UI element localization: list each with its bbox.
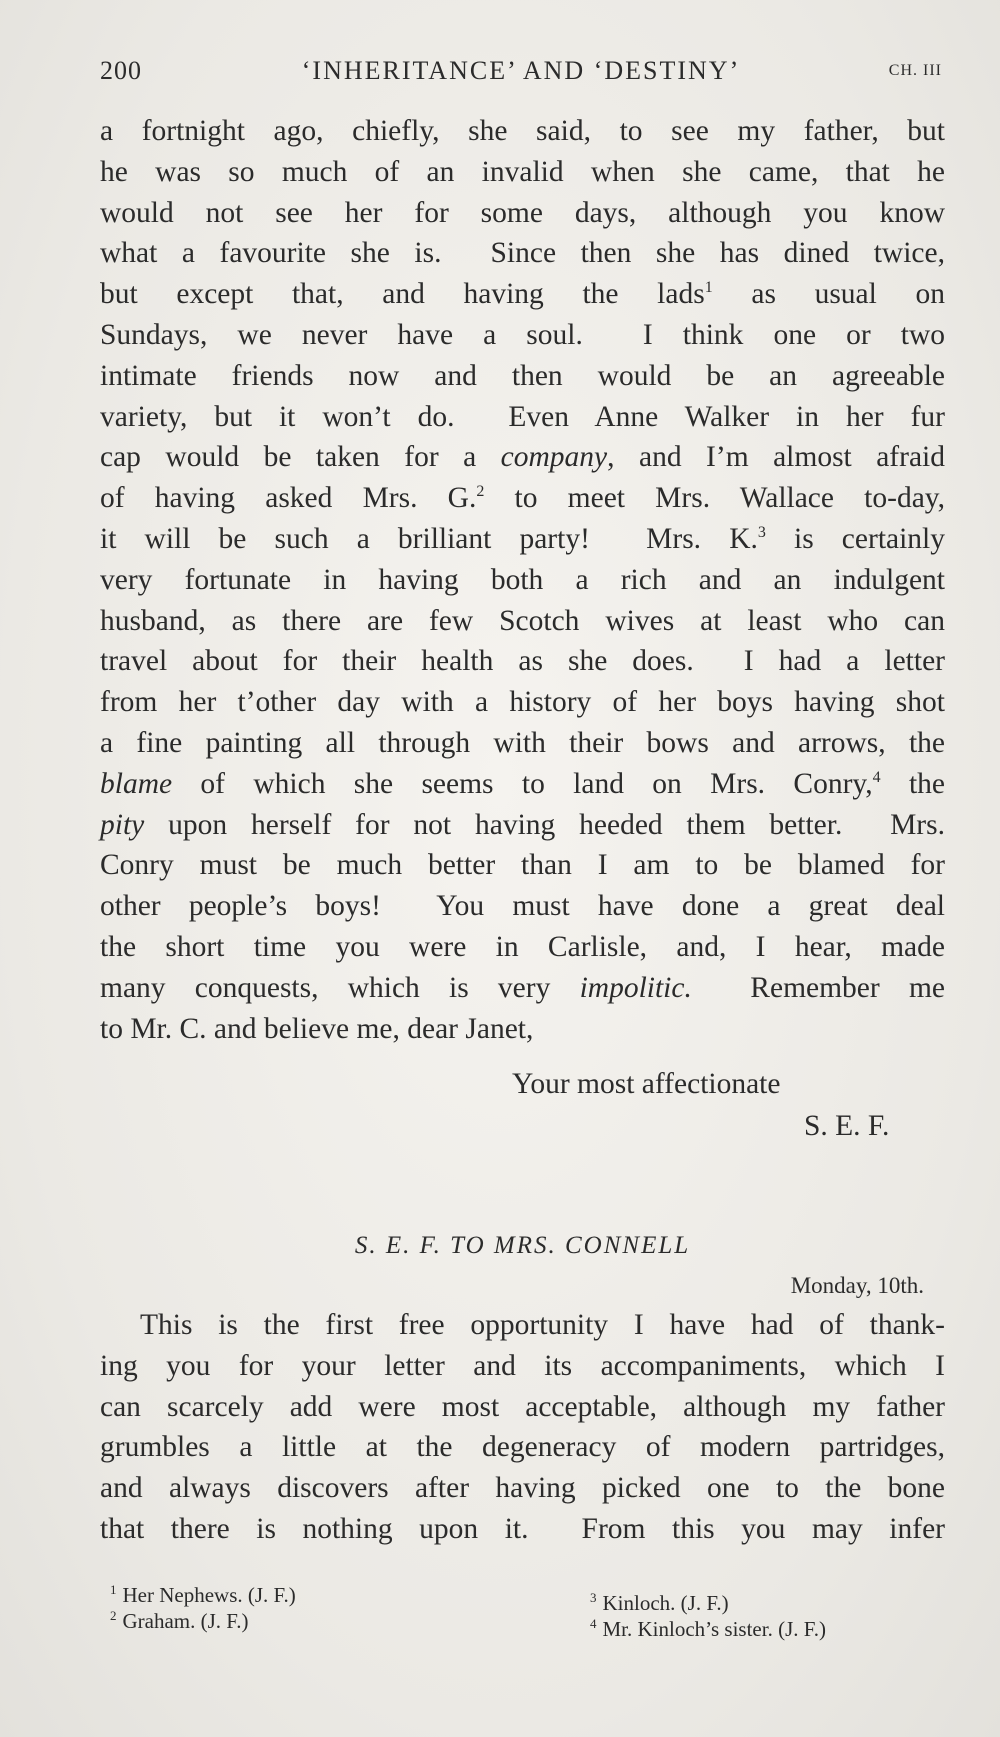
text-line	[100, 764, 945, 805]
text-run: a fortnight ago, chiefly, she said, to see my father, but	[100, 115, 945, 147]
text-line	[100, 1468, 945, 1509]
text-run: This is the first free opportunity I have had of thank-	[140, 1309, 945, 1341]
text-line	[100, 1346, 945, 1387]
footnote-marker: 2	[476, 483, 485, 501]
text-line	[100, 601, 945, 642]
text-run: upon herself for not having heeded them better. Mrs.	[144, 808, 945, 841]
text-line	[100, 886, 945, 927]
text-line	[100, 1387, 945, 1428]
text-line	[100, 1009, 945, 1050]
text-line	[100, 1427, 945, 1468]
letter-1-body	[100, 111, 945, 1049]
text-line	[100, 927, 945, 968]
text-run: Remember me	[691, 971, 945, 1004]
letter-2-body	[100, 1305, 945, 1550]
text-run: cap would be taken for a	[100, 441, 501, 474]
text-run: other people’s boys! You must have done a great deal	[100, 890, 945, 923]
chapter-label: CH. III	[888, 62, 942, 79]
italic-text: impolitic.	[579, 971, 692, 1004]
footnote-number: 2	[110, 1608, 117, 1623]
footnote-4	[590, 1616, 826, 1642]
footnotes	[100, 1582, 945, 1662]
text-run: of which she seems to land on Mrs. Conry,	[172, 767, 873, 800]
text-run: , and I’m almost afraid	[607, 441, 945, 474]
text-run: of having asked Mrs. G.	[100, 482, 477, 515]
text-run: as usual on	[712, 278, 946, 311]
text-line	[100, 233, 945, 274]
text-run: and always discovers after having picked one to the bone	[100, 1472, 945, 1505]
text-run: husband, as there are few Scotch wives at least who can	[100, 604, 945, 637]
letter-2-heading: S. E. F. TO MRS. CONNELL	[354, 1232, 691, 1259]
text-run: Conry must be much better than I am to be blamed for	[100, 849, 945, 882]
footnote-text: Graham. (J. F.)	[122, 1609, 249, 1633]
text-line	[100, 111, 945, 152]
text-run: that there is nothing upon it. From this you may infer	[100, 1512, 945, 1545]
text-run: to Mr. C. and believe me, dear Janet,	[100, 1012, 534, 1045]
footnote-1	[110, 1582, 296, 1608]
text-run: to meet Mrs. Wallace to-day,	[484, 482, 945, 515]
text-run: travel about for their health as she does. I had a letter	[100, 645, 945, 678]
footnote-2	[110, 1608, 249, 1634]
footnote-text: Her Nephews. (J. F.)	[122, 1583, 296, 1607]
text-run: is certainly	[765, 522, 945, 555]
letter-closing: Your most affectionate	[512, 1068, 781, 1100]
footnote-number: 3	[590, 1590, 597, 1605]
text-line	[100, 397, 945, 438]
text-run: grumbles a little at the degeneracy of modern partridges,	[100, 1431, 945, 1464]
footnote-number: 4	[590, 1616, 597, 1631]
letter-signature: S. E. F.	[804, 1110, 890, 1142]
running-head	[100, 56, 942, 96]
text-line	[100, 1509, 945, 1550]
text-line	[100, 478, 945, 519]
text-run: the	[880, 767, 945, 800]
text-run: very fortunate in having both a rich and an indulgent	[100, 563, 945, 596]
text-run: Sundays, we never have a soul. I think one or two	[100, 318, 945, 351]
text-run: would not see her for some days, although you know	[100, 196, 945, 229]
text-line	[100, 315, 945, 356]
text-line	[100, 641, 945, 682]
text-run: a fine painting all through with their bows and arrows, the	[100, 726, 945, 759]
letter-2-dateline: Monday, 10th.	[790, 1273, 924, 1298]
text-line	[100, 682, 945, 723]
text-run: it will be such a brilliant party! Mrs. K.	[100, 522, 758, 555]
text-line	[100, 152, 945, 193]
italic-text: company	[500, 441, 608, 474]
text-run: but except that, and having the lads	[100, 278, 705, 311]
text-line	[100, 560, 945, 601]
text-run: can scarcely add were most acceptable, although my father	[100, 1390, 945, 1423]
text-line	[100, 1305, 945, 1346]
text-run: what a favourite she is. Since then she has dined twice,	[100, 237, 945, 270]
italic-text: blame	[100, 767, 173, 800]
text-run: ing you for your letter and its accompaniments, which I	[100, 1349, 945, 1382]
text-run: many conquests, which is very	[100, 971, 580, 1004]
text-run: the short time you were in Carlisle, and, I hear, made	[100, 930, 945, 963]
footnote-marker: 3	[757, 524, 766, 542]
text-line	[100, 437, 945, 478]
text-line	[100, 519, 945, 560]
footnote-marker: 1	[704, 279, 713, 297]
footnote-text: Mr. Kinloch’s sister. (J. F.)	[602, 1617, 826, 1641]
text-line	[100, 805, 945, 846]
text-run: intimate friends now and then would be an agreeable	[100, 359, 945, 392]
text-line	[100, 845, 945, 886]
footnote-3	[590, 1590, 729, 1616]
italic-text: pity	[100, 808, 145, 841]
text-line	[100, 193, 945, 234]
text-line	[100, 356, 945, 397]
page-number: 200	[100, 56, 142, 85]
footnote-marker: 4	[872, 768, 881, 786]
text-run: from her t’other day with a history of her boys having shot	[100, 686, 945, 719]
text-run: he was so much of an invalid when she came, that he	[100, 155, 945, 188]
text-line	[100, 723, 945, 764]
text-line	[100, 968, 945, 1009]
footnote-text: Kinloch. (J. F.)	[602, 1591, 729, 1615]
text-run: variety, but it won’t do. Even Anne Walker in her fur	[100, 400, 945, 433]
text-line	[100, 274, 945, 315]
running-title: ‘INHERITANCE’ AND ‘DESTINY’	[301, 56, 741, 85]
footnote-number: 1	[110, 1582, 117, 1597]
